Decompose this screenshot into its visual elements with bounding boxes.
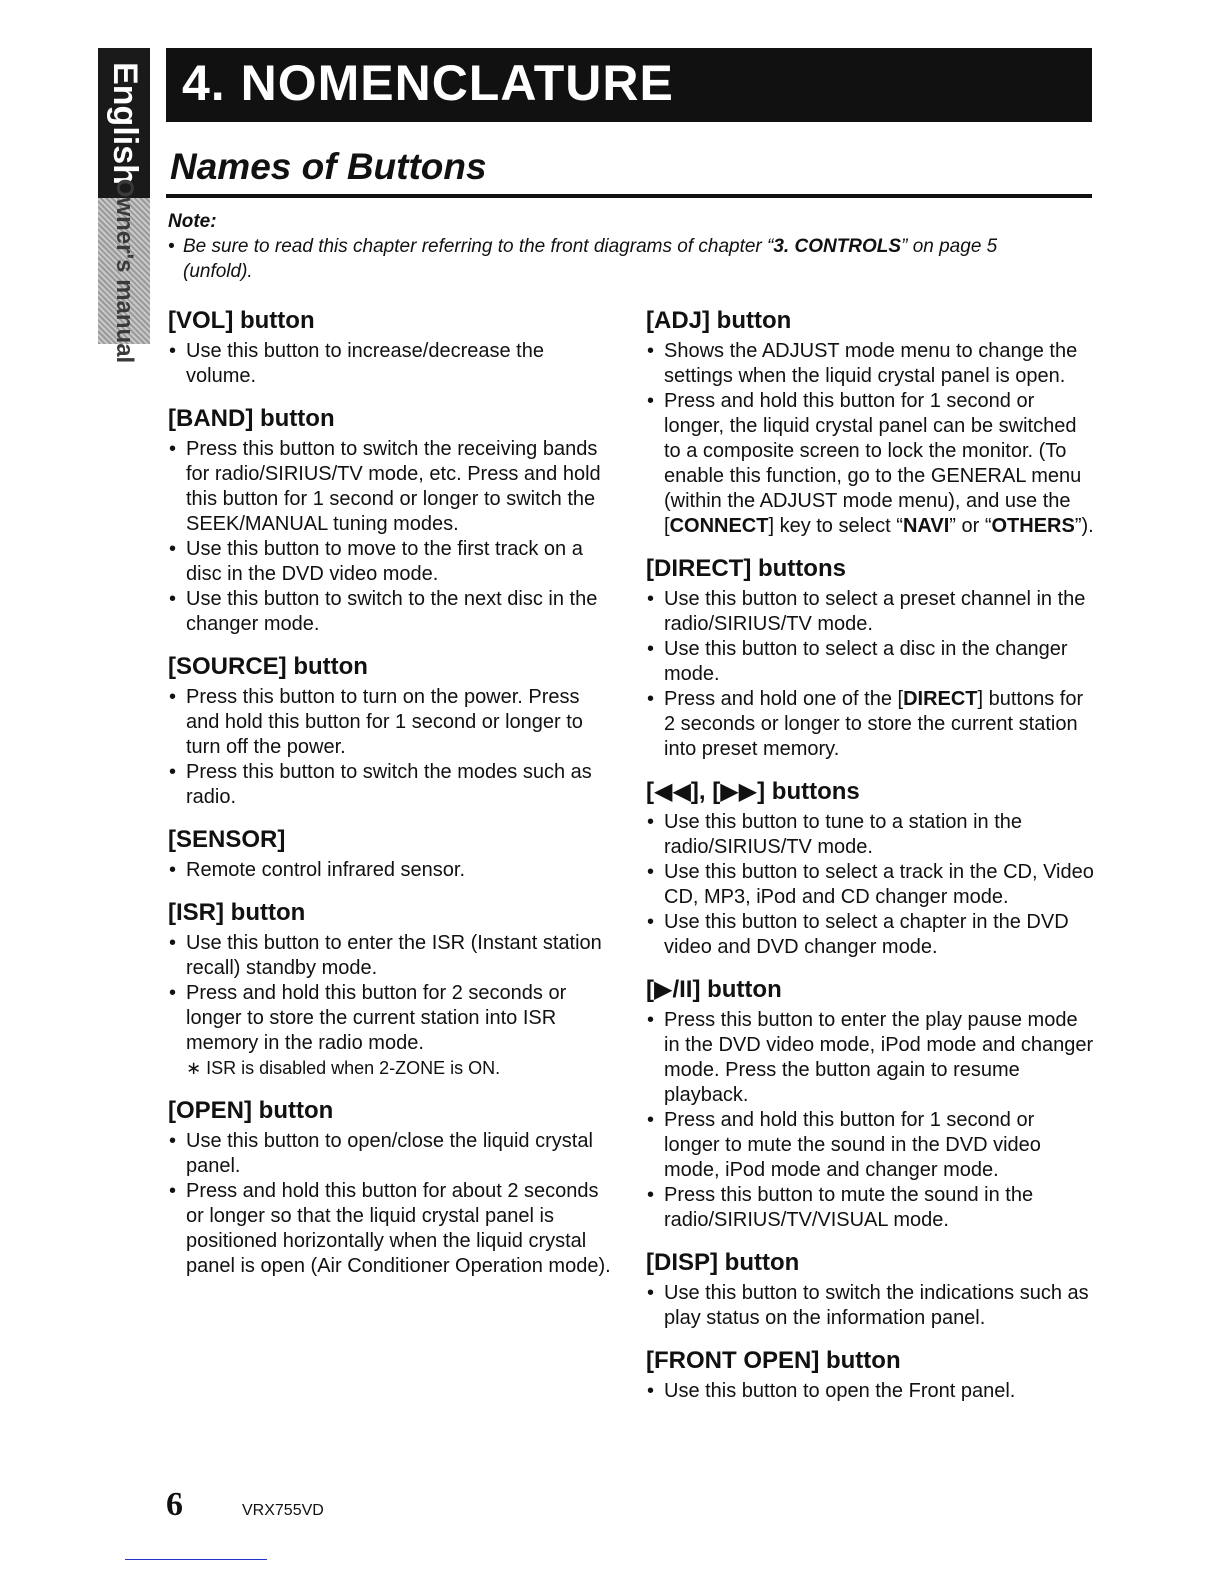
bullet-item bbox=[646, 687, 1094, 762]
bullet-item: • Press this button to mute the sound in the radio/SIRIUS/TV/VISUAL mode. bbox=[646, 1183, 1094, 1233]
page-number: 6 bbox=[166, 1486, 183, 1523]
skip-buttons-section bbox=[646, 777, 1094, 960]
band-button-section bbox=[168, 404, 618, 637]
text-part: ”). bbox=[1074, 515, 1094, 537]
bullet-item: • Press and hold this button for 2 seconds or longer to store the current station into ISR memory in the radio mode. bbox=[168, 981, 618, 1056]
bullet-item: • Use this button to select a disc in the changer mode. bbox=[646, 637, 1094, 687]
bullet-item: • Shows the ADJUST mode menu to change the settings when the liquid crystal panel is open. bbox=[646, 339, 1094, 389]
language-tab-label: English bbox=[105, 61, 144, 185]
bullet-item: • Press this button to switch the receiving bands for radio/SIRIUS/TV mode, etc. Press and hold this button for 1 second or longer to switch the SEEK/MANUAL tuning modes. bbox=[168, 437, 618, 537]
right-column bbox=[646, 306, 1094, 1419]
bullet-list bbox=[646, 810, 1094, 960]
left-column bbox=[168, 306, 618, 1294]
bullet-item: • Use this button to select a preset channel in the radio/SIRIUS/TV mode. bbox=[646, 587, 1094, 637]
bullet-item: • Remote control infrared sensor. bbox=[168, 858, 618, 883]
vol-button-section bbox=[168, 306, 618, 389]
bullet-list bbox=[168, 685, 618, 810]
bullet-list bbox=[168, 339, 618, 389]
item-title: [▶/II] button bbox=[646, 976, 782, 1003]
text-part: Press and hold one of the [ bbox=[664, 688, 904, 710]
bullet-item: • Use this button to open the Front panel. bbox=[646, 1379, 1094, 1404]
bullet-item: • Press and hold this button for about 2 seconds or longer so that the liquid crystal panel is positioned horizontally when the liquid crystal panel is open (Air Conditioner Operation mode). bbox=[168, 1179, 618, 1279]
text-bold: NAVI bbox=[902, 515, 950, 537]
bullet-list bbox=[168, 858, 618, 883]
note-text-part: Be sure to read this chapter referring to the front diagrams of chapter “ bbox=[183, 236, 774, 257]
note-block bbox=[168, 209, 1068, 284]
footer-rule bbox=[125, 1559, 267, 1560]
isr-footnote: ∗ ISR is disabled when 2-ZONE is ON. bbox=[186, 1058, 501, 1078]
note-label: Note: bbox=[168, 211, 217, 232]
bullet-item: • Use this button to switch the indications such as play status on the information panel. bbox=[646, 1281, 1094, 1331]
bullet-list bbox=[646, 1008, 1094, 1233]
bullet-item: • Press this button to switch the modes such as radio. bbox=[168, 760, 618, 810]
model-number: VRX755VD bbox=[242, 1502, 324, 1519]
text-part: Press and hold this button for 1 second or longer, the liquid crystal panel can be switched to a composite screen to lock the monitor. (To enable this function, go to the GENERAL menu (within the ADJUST mode menu), and use the [ bbox=[664, 390, 1082, 537]
chapter-title: 4. NOMENCLATURE bbox=[182, 55, 674, 111]
bullet-list bbox=[646, 1281, 1094, 1331]
direct-buttons-section bbox=[646, 554, 1094, 762]
note-text-part: (unfold). bbox=[183, 261, 253, 282]
source-button-section bbox=[168, 652, 618, 810]
text-bold: OTHERS bbox=[991, 515, 1075, 537]
note-text bbox=[168, 234, 1068, 284]
item-title: [VOL] button bbox=[168, 307, 315, 334]
text-part: ] key to select “ bbox=[768, 515, 903, 537]
item-title: [◀◀], [▶▶] buttons bbox=[646, 778, 860, 805]
note-text-bold: 3. CONTROLS bbox=[773, 236, 902, 257]
disp-button-section bbox=[646, 1248, 1094, 1331]
language-tab bbox=[98, 48, 150, 198]
text-part: ] buttons for 2 seconds or longer to store the current station into preset memory. bbox=[664, 688, 1084, 760]
item-title: [SENSOR] bbox=[168, 826, 286, 853]
bullet-list bbox=[646, 587, 1094, 762]
bullet-list bbox=[646, 1379, 1094, 1404]
item-title: [BAND] button bbox=[168, 405, 335, 432]
chapter-header bbox=[166, 48, 1092, 122]
bullet-item: • Press and hold this button for 1 second or longer to mute the sound in the DVD video mode, iPod mode and changer mode. bbox=[646, 1108, 1094, 1183]
bullet-item: • Use this button to tune to a station in the radio/SIRIUS/TV mode. bbox=[646, 810, 1094, 860]
bullet-list bbox=[168, 1129, 618, 1279]
item-title: [OPEN] button bbox=[168, 1097, 334, 1124]
play-pause-button-section bbox=[646, 975, 1094, 1233]
text-part: ” or “ bbox=[949, 515, 992, 537]
item-title: [ISR] button bbox=[168, 899, 306, 926]
item-title: [FRONT OPEN] button bbox=[646, 1347, 901, 1374]
bullet-item: • Use this button to select a track in the CD, Video CD, MP3, iPod and CD changer mode. bbox=[646, 860, 1094, 910]
bullet-item: • Use this button to select a chapter in the DVD video and DVD changer mode. bbox=[646, 910, 1094, 960]
sensor-section bbox=[168, 825, 618, 883]
bullet-item: • Press this button to turn on the power. Press and hold this button for 1 second or longer to turn off the power. bbox=[168, 685, 618, 760]
bullet-list bbox=[646, 339, 1094, 539]
bullet-item: • Use this button to open/close the liquid crystal panel. bbox=[168, 1129, 618, 1179]
item-title: [DIRECT] buttons bbox=[646, 555, 846, 582]
bullet-item: • Use this button to move to the first track on a disc in the DVD video mode. bbox=[168, 537, 618, 587]
bullet-item: • Press this button to enter the play pause mode in the DVD video mode, iPod mode and changer mode. Press the button again to resume playback. bbox=[646, 1008, 1094, 1108]
bullet-item: • Use this button to enter the ISR (Instant station recall) standby mode. bbox=[168, 931, 618, 981]
isr-button-section bbox=[168, 898, 618, 1081]
item-title: [DISP] button bbox=[646, 1249, 800, 1276]
section-divider bbox=[166, 194, 1092, 198]
bullet-item bbox=[646, 389, 1094, 539]
section-title: Names of Buttons bbox=[170, 146, 487, 187]
bullet-list bbox=[168, 437, 618, 637]
note-bullet: • bbox=[168, 236, 175, 257]
text-bold: CONNECT bbox=[669, 515, 769, 537]
manual-tab-label: Owner's manual bbox=[111, 178, 138, 364]
item-title: [ADJ] button bbox=[646, 307, 792, 334]
note-text-part: ” on page 5 bbox=[901, 236, 998, 257]
open-button-section bbox=[168, 1096, 618, 1279]
bullet-list bbox=[168, 931, 618, 1056]
text-bold: DIRECT bbox=[903, 688, 978, 710]
front-open-button-section bbox=[646, 1346, 1094, 1404]
bullet-item: • Use this button to switch to the next disc in the changer mode. bbox=[168, 587, 618, 637]
bullet-item: • Use this button to increase/decrease the volume. bbox=[168, 339, 618, 389]
manual-tab bbox=[98, 178, 150, 364]
item-title: [SOURCE] button bbox=[168, 653, 368, 680]
adj-button-section bbox=[646, 306, 1094, 539]
